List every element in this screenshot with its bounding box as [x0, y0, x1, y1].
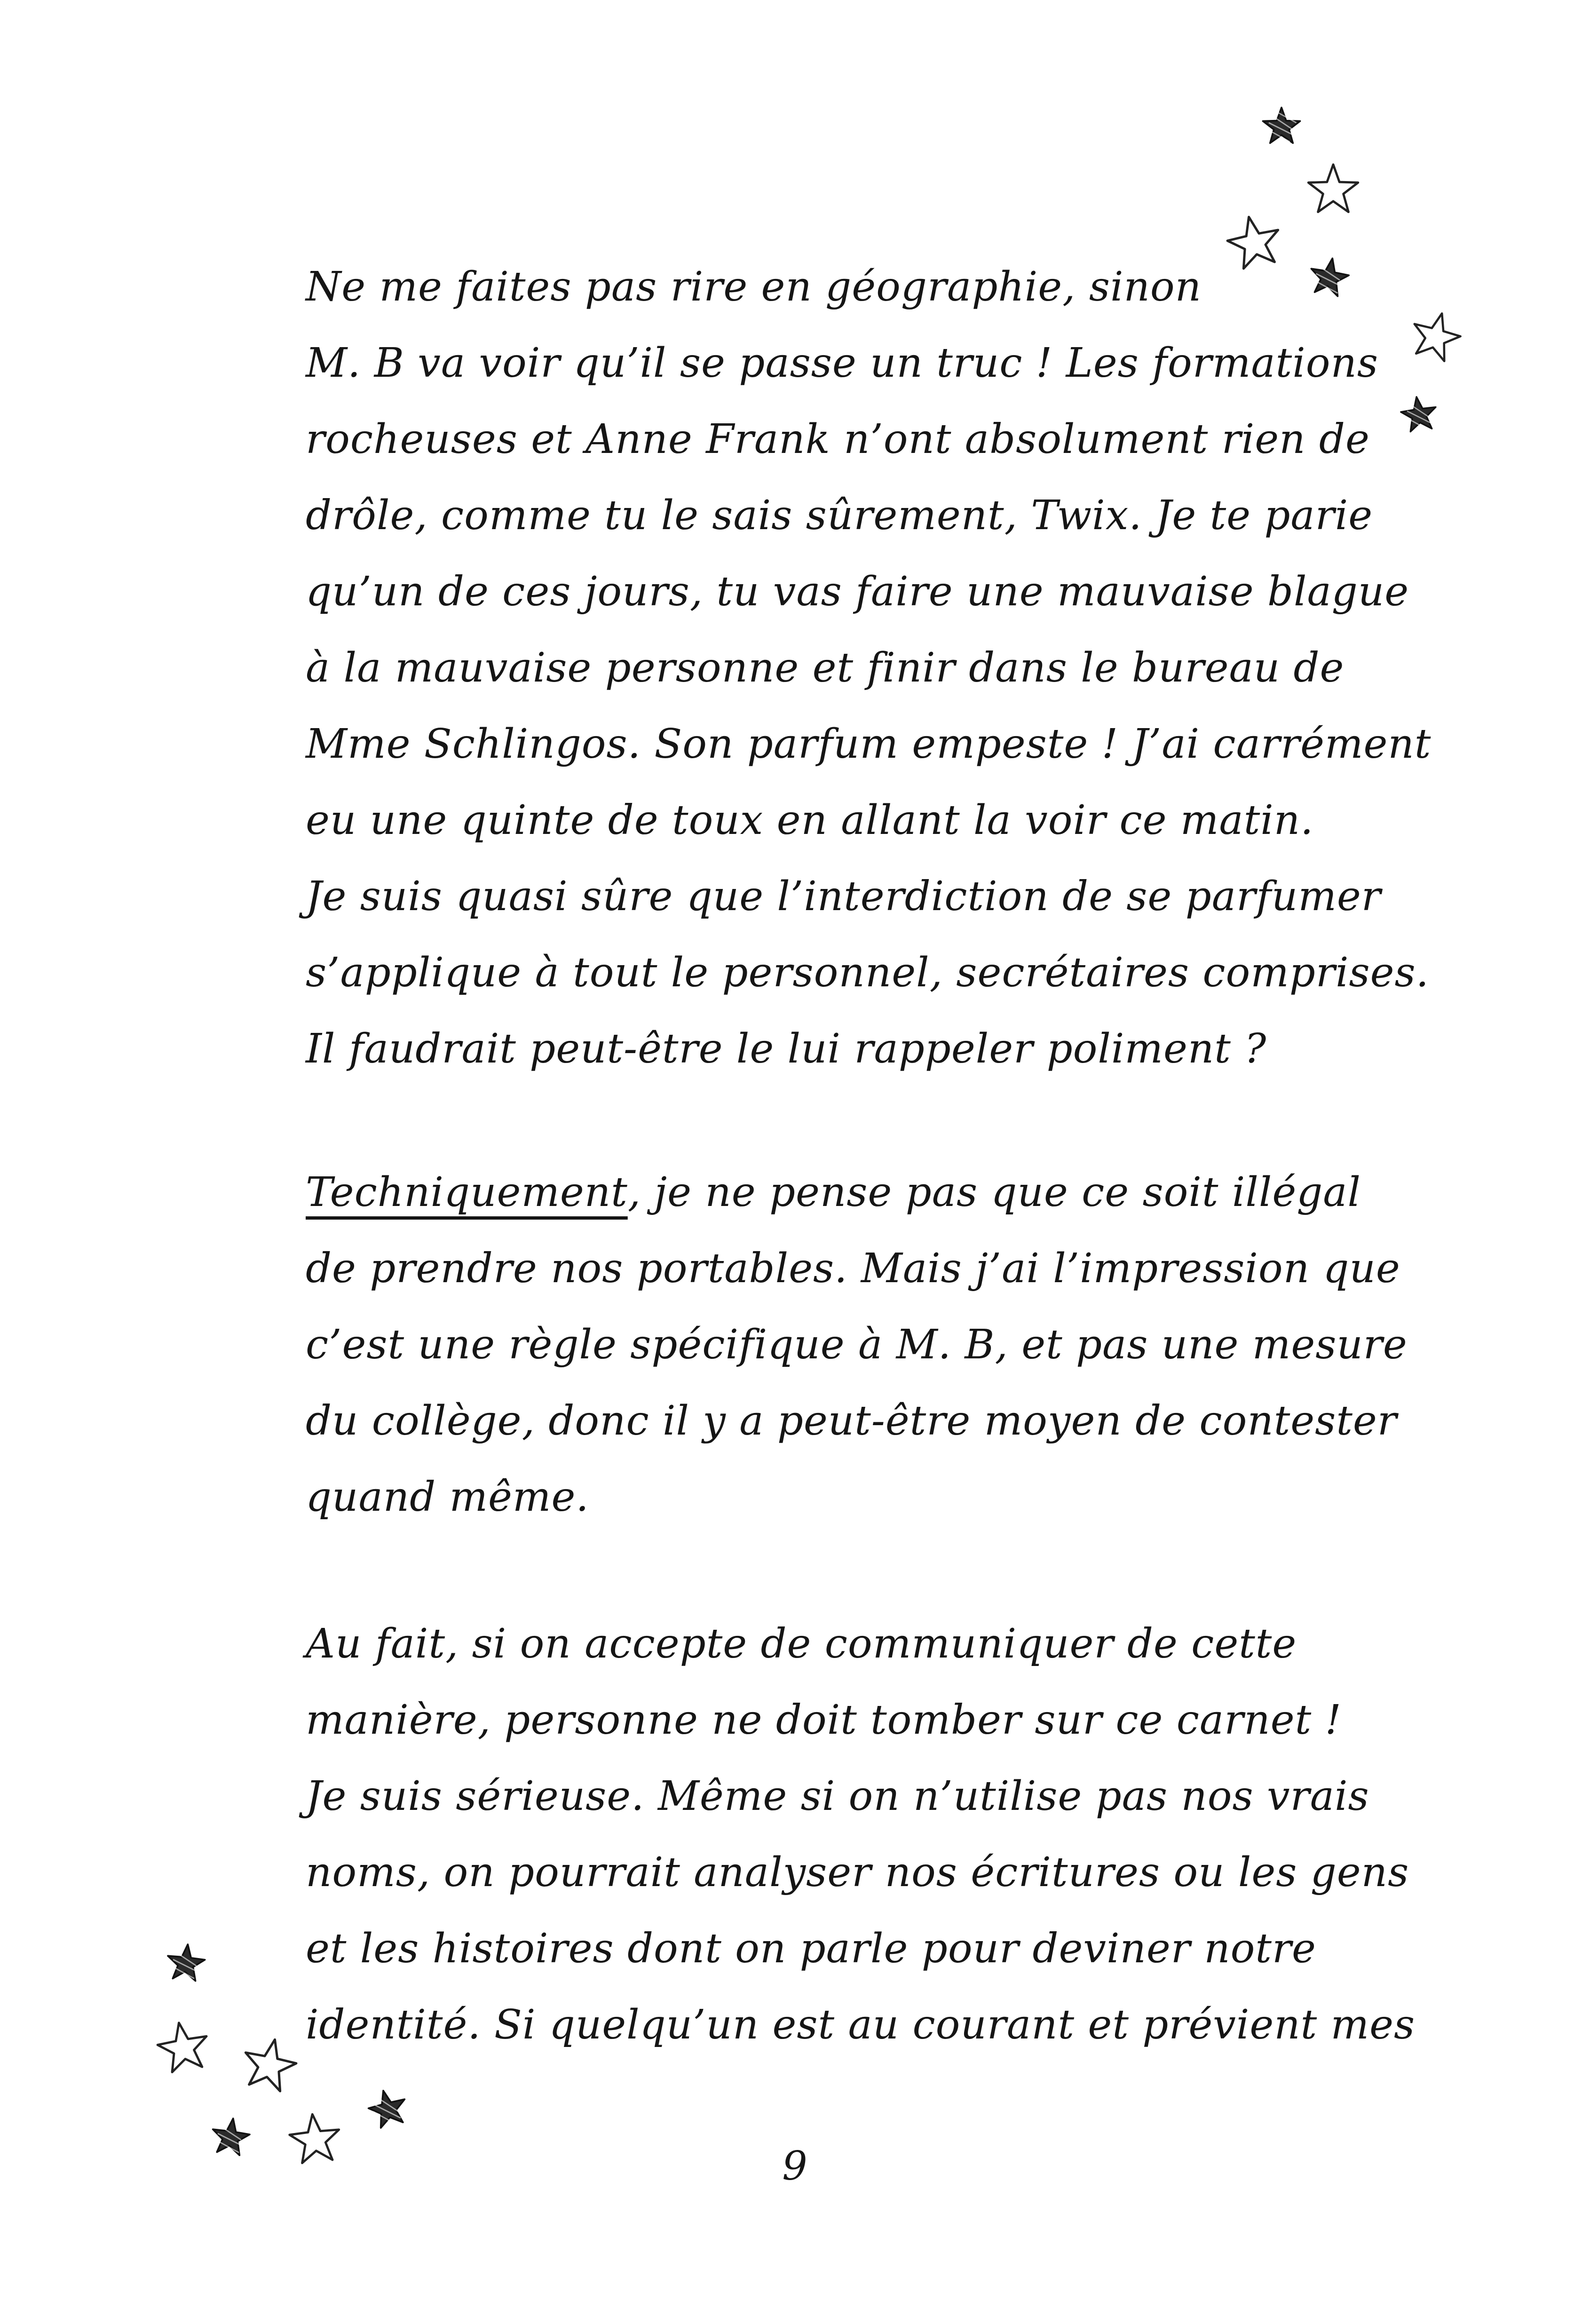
- text-line: Au fait, si on accepte de communiquer de cette: [306, 1620, 1297, 1667]
- star-hatched-icon: [209, 2117, 252, 2159]
- text-line: Je suis quasi sûre que l’interdiction de se parfumer: [306, 873, 1381, 920]
- text-line: Il faudrait peut-être le lui rappeler poliment ?: [306, 1025, 1267, 1072]
- text-line: de prendre nos portables. Mais j’ai l’impression que: [306, 1245, 1400, 1292]
- text-line: à la mauvaise personne et finir dans le bureau de: [306, 644, 1345, 691]
- star-outline-icon: [155, 2020, 212, 2077]
- star-hatched-icon: [1260, 106, 1303, 148]
- text-line: M. B va voir qu’il se passe un truc ! Les formations: [306, 340, 1379, 387]
- star-outline-icon: [287, 2112, 343, 2168]
- text-line: Je suis sérieuse. Même si on n’utilise pas nos vrais: [306, 1773, 1369, 1820]
- text-line: du collège, donc il y a peut-être moyen de contester: [306, 1397, 1397, 1444]
- text-line: c’est une règle spécifique à M. B, et pas une mesure: [306, 1321, 1408, 1368]
- star-outline-icon: [1305, 162, 1361, 219]
- star-outline-icon: [1225, 214, 1284, 273]
- star-outline-icon: [240, 2037, 299, 2095]
- star-hatched-icon: [1399, 395, 1439, 435]
- text-line: manière, personne ne doit tomber sur ce carnet !: [306, 1697, 1342, 1744]
- text-line: qu’un de ces jours, tu vas faire une mauvaise blague: [306, 568, 1409, 615]
- text-line: noms, on pourrait analyser nos écritures ou les gens: [306, 1849, 1409, 1896]
- text-line: Mme Schlingos. Son parfum empeste ! J’ai carrément: [306, 721, 1432, 768]
- star-hatched-icon: [367, 2088, 409, 2131]
- text-fragment: , je ne pense pas que ce soit illégal: [627, 1169, 1361, 1216]
- text-line-first: [306, 1166, 1361, 1218]
- text-line: et les histoires dont on parle pour deviner notre: [306, 1925, 1316, 1972]
- text-line: Ne me faites pas rire en géographie, sinon: [306, 263, 1202, 310]
- text-line: drôle, comme tu le sais sûrement, Twix. Je te parie: [306, 492, 1373, 539]
- page-number: 9: [782, 2143, 807, 2189]
- text-line: eu une quinte de toux en allant la voir ce matin.: [306, 797, 1314, 844]
- star-outline-icon: [1408, 310, 1463, 365]
- star-hatched-icon: [165, 1943, 207, 1985]
- underlined-word: Techniquement: [306, 1169, 628, 1216]
- text-line: s’applique à tout le personnel, secrétaires comprises.: [306, 949, 1429, 996]
- text-line: identité. Si quelqu’un est au courant et prévient mes: [306, 2001, 1416, 2048]
- star-hatched-icon: [1307, 256, 1351, 300]
- text-line: rocheuses et Anne Frank n’ont absolument rien de: [306, 416, 1370, 463]
- text-line: quand même.: [306, 1474, 589, 1521]
